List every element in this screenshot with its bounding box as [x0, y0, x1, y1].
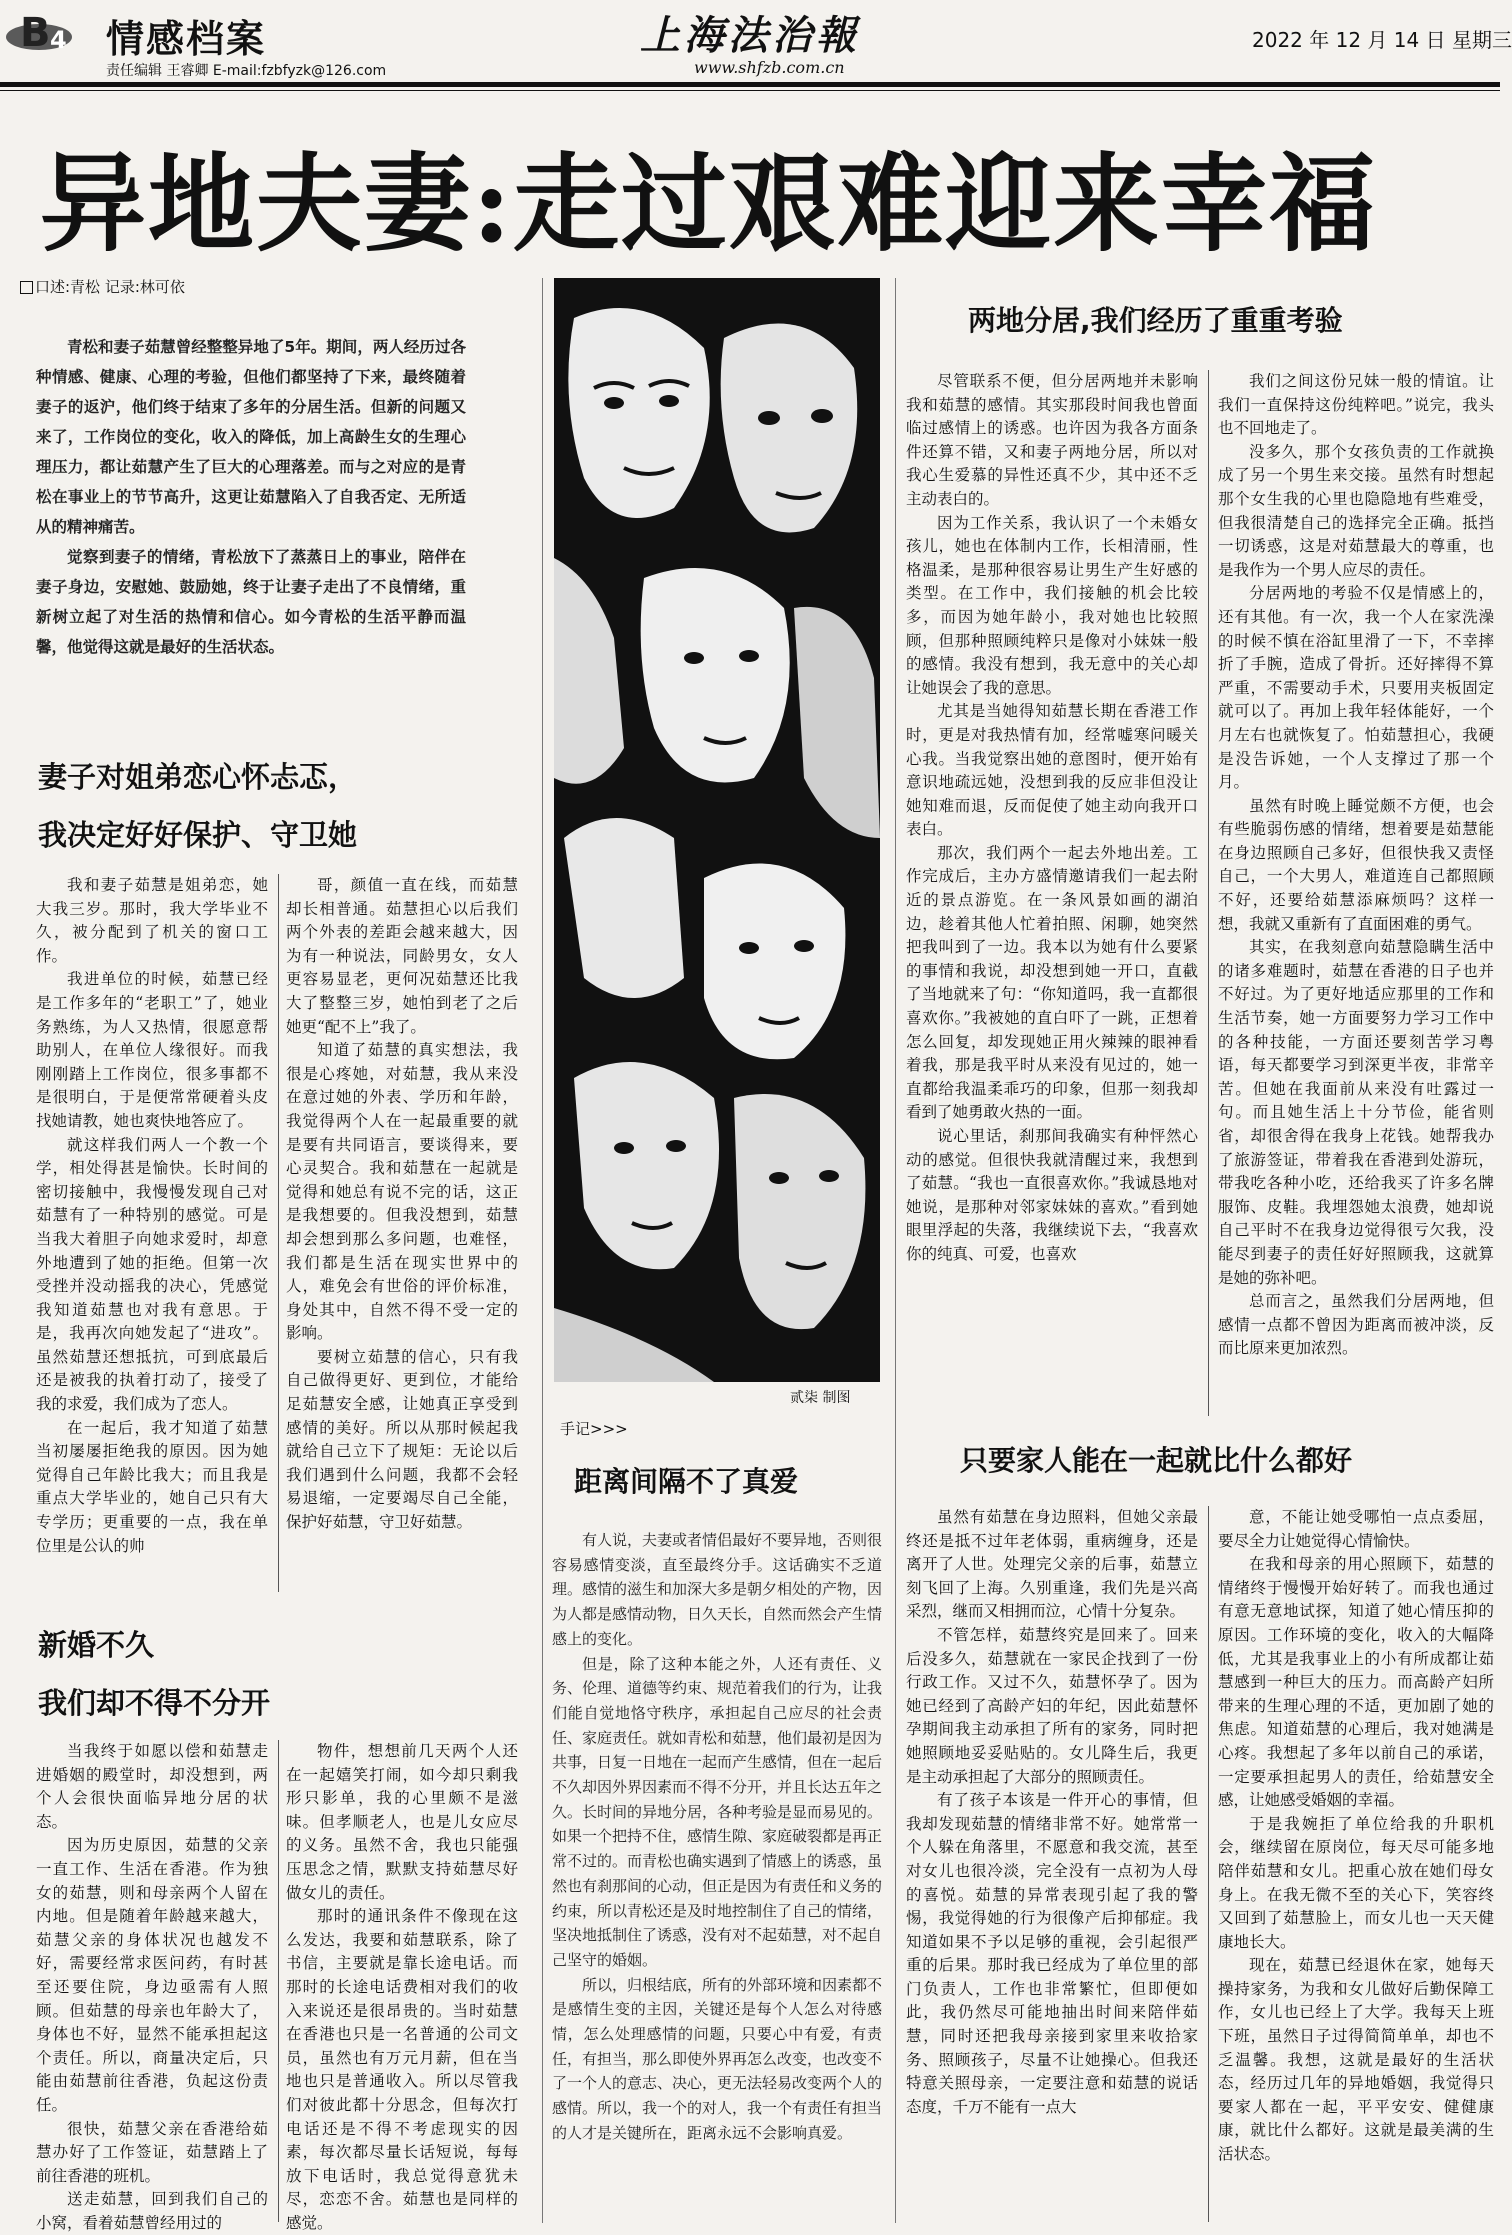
section4-title: 只要家人能在一起就比什么都好: [960, 1444, 1353, 1477]
paragraph: 因为历史原因，茹慧的父亲一直工作、生活在香港。作为独女的茹慧，则和母亲两个人留在内地。但是随着年龄越来越大，茹慧父亲的身体状况也越发不好，需要经常求医问药，有时甚至还要住院，身边亟需有人照顾。但茹慧的母亲也年龄大了，身体也不好，显然不能承担起这个责任。所以，商量决定后，只能由茹慧前往香港，负起这份责任。: [36, 1836, 268, 2114]
paragraph: 意，不能让她受哪怕一点点委屈，要尽全力让她觉得心情愉快。: [1218, 1508, 1494, 1550]
column-divider: [1208, 370, 1209, 1416]
section2-column-b: [286, 1740, 518, 2232]
paragraph: 那时的通讯条件不像现在这么发达，我要和茹慧联系，除了书信，主要就是靠长途电话。而那时的长途电话费相对我们的收入来说还是很昂贵的。当时茹慧在香港也只是一名普通的公司文员，虽然也有万元月薪，但在当地也只是普通收入。所以尽管我们对彼此都十分思念，但每次打电话还是不得不考虑现实的因素，每次都尽量长话短说，每每放下电话时，我总觉得意犹未尽，恋恋不舍。茹慧也是同样的感觉。: [286, 1907, 518, 2232]
notes-label: 手记>>>: [560, 1420, 628, 1438]
column-divider: [278, 1740, 279, 2222]
article-intro: [36, 332, 466, 662]
paragraph: 但是，除了这种本能之外，人还有责任、义务、伦理、道德等约束、规范着我们的行为，让我们能自觉地恪守秩序，承担起自己应尽的社会责任、家庭责任。就如青松和茹慧，他们最初是因为共事，日复一日地在一起而产生感情，但在一起后不久却因外界因素而不得不分开，并且长达五年之久。长时间的异地分居，各种考验是显而易见的。如果一个把持不住，感情生隙、家庭破裂都是再正常不过的。而青松也确实遇到了情感上的诱惑，虽然也有刹那间的心动，但正是因为有责任和义务的约束，所以青松还是及时地控制住了自己的情绪，坚决地抵制住了诱惑，没有对不起茹慧，对不起自己坚守的婚姻。: [552, 1654, 883, 1969]
column-divider: [278, 874, 279, 1592]
paragraph: 就这样我们两人一个教一个学，相处得甚是愉快。长时间的密切接触中，我慢慢发现自己对茹慧有了一种特别的感觉。可是当我大着胆子向她求爱时，却意外地遭到了她的拒绝。但第一次受挫并没动摇我的决心，凭感觉我知道茹慧也对我有意思。于是，我再次向她发起了“进攻”。虽然茹慧还想抵抗，可到底最后还是被我的执着打动了，接受了我的求爱，我们成为了恋人。: [36, 1135, 268, 1414]
page-divider: [895, 278, 896, 2223]
section3-title: 两地分居,我们经历了重重考验: [968, 304, 1343, 337]
section2-title-line2: 我们却不得不分开: [38, 1686, 271, 1720]
paragraph: 所以，归根结底，所有的外部环境和因素都不是感情生变的主因，关键还是每个人怎么对待感情，怎么处理感情的问题，只要心中有爱，有责任，有担当，那么即使外界再怎么改变，也改变不了一个人的意志、决心，更无法轻易改变两个人的感情。所以，我一个的对人，我一个有责任有担当的人才是关键所在，距离永远不会影响真爱。: [552, 1975, 883, 2142]
paragraph: 于是我婉拒了单位给我的升职机会，继续留在原岗位，每天尽可能多地陪伴茹慧和女儿。把重心放在她们母女身上。在我无微不至的关心下，笑容终又回到了茹慧脸上，而女儿也一天天健康地长大。: [1218, 1814, 1494, 1951]
illustration-caption: 贰柒 制图: [790, 1390, 851, 1406]
section1-column-a: [36, 874, 268, 1592]
paragraph: 尤其是当她得知茹慧长期在香港工作时，更是对我热情有加，经常嘘寒问暖关心我。当我觉察出她的意图时，便开始有意识地疏远她，没想到我的反应非但没让她知难而退，反而促使了她主动向我开口表白。: [906, 702, 1198, 839]
byline: [20, 276, 185, 297]
paragraph: 在一起后，我才知道了茹慧当初屡屡拒绝我的原因。因为她觉得自己年龄比我大；而且我是重点大学毕业的，她自己只有大专学历；更重要的一点，我在单位里是公认的帅: [36, 1418, 268, 1555]
column-divider: [1208, 1506, 1209, 2222]
article-headline: 异地夫妻:走过艰难迎来幸福: [40, 141, 1378, 266]
paragraph: 虽然有时晚上睡觉颇不方便，也会有些脆弱伤感的情绪，想着要是茹慧能在身边照顾自己多好，但很快我又责怪自己，一个大男人，难道连自己都照顾不好，还要给茹慧添麻烦吗？这样一想，我就又重新有了直面困难的勇气。: [1218, 796, 1494, 933]
paragraph: 哥，颜值一直在线，而茹慧却长相普通。茹慧担心以后我们两个外表的差距会越来越大，因为有一种说法，同龄男女，女人更容易显老，更何况茹慧还比我大了整整三岁，她怕到老了之后她更“配不上”我了。: [286, 876, 518, 1036]
paragraph: 当我终于如愿以偿和茹慧走进婚姻的殿堂时，却没想到，两个人会很快面临异地分居的状态。: [36, 1742, 268, 1831]
intro-paragraph: 觉察到妻子的情绪，青松放下了蒸蒸日上的事业，陪伴在妻子身边，安慰她、鼓励她，终于让妻子走出了不良情绪，重新树立起了对生活的热情和信心。如今青松的生活平静而温馨，他觉得这就是最好的生活状态。: [36, 548, 466, 656]
paragraph: 我们之间这份兄妹一般的情谊。让我们一直保持这份纯粹吧。”说完，我头也不回地走了。: [1218, 372, 1494, 438]
paragraph: 那次，我们两个一起去外地出差。工作完成后，主办方盛情邀请我们一起去附近的景点游览。在一条风景如画的湖泊边，趁着其他人忙着拍照、闲聊，她突然把我叫到了一边。我本以为她有什么要紧的事情和我说，却没想到她一开口，直截了当地就来了句：“你知道吗，我一直都很喜欢你。”我被她的直白吓了一跳，正想着怎么回复，却发现她正用火辣辣的眼神看着我，那是我平时从来没有见过的，她一直都给我温柔乖巧的印象，但那一刻我却看到了她勇敢火热的一面。: [906, 843, 1198, 1122]
byline-box: [20, 281, 33, 294]
paragraph: 现在，茹慧已经退休在家，她每天操持家务，为我和女儿做好后勤保障工作，女儿也已经上了大学。我每天上班下班，虽然日子过得简简单单，却也不乏温馨。我想，这就是最好的生活状态，经历过几年的异地婚姻，我觉得只要家人都在一起，平平安安、健健康康，就比什么都好。这就是最美满的生活状态。: [1218, 1956, 1494, 2164]
paragraph: 因为工作关系，我认识了一个未婚女孩儿，她也在体制内工作，长相清丽，性格温柔，是那种很容易让男生产生好感的类型。在工作中，我们接触的机会比较多，而因为她年龄小，我对她也比较照顾，但那种照顾纯粹只是像对小妹妹一般的感情。我没有想到，我无意中的关心却让她误会了我的意思。: [906, 513, 1198, 697]
notes-title: 距离间隔不了真爱: [574, 1465, 799, 1498]
paragraph: 很快，茹慧父亲在香港给茹慧办好了工作签证，茹慧踏上了前往香港的班机。: [36, 2119, 268, 2185]
paragraph: 没多久，那个女孩负责的工作就换成了另一个男生来交接。虽然有时想起那个女生我的心里也隐隐地有些难受，但我很清楚自己的选择完全正确。抵挡一切诱惑，这是对茹慧最大的尊重，也是我作为一个男人应尽的责任。: [1218, 442, 1494, 579]
paragraph: 分居两地的考验不仅是情感上的，还有其他。有一次，我一个人在家洗澡的时候不慎在浴缸里滑了一下，不幸摔折了手腕，造成了骨折。还好摔得不算严重，不需要动手术，只要用夹板固定就可以了。再加上我年轻体能好，一个月左右也就恢复了。怕茹慧担心，我硬是没告诉她，一个人支撑过了那一个月。: [1218, 584, 1494, 792]
section1-column-b: [286, 874, 518, 1592]
paragraph: 说心里话，刹那间我确实有种怦然心动的感觉。但很快我就清醒过来，我想到了茹慧。“我也一直很喜欢你。”我诚恳地对她说，是那种对邻家妹妹的喜欢。”看到她眼里浮起的失落，我继续说下去，“我喜欢你的纯真、可爱，也喜欢: [906, 1127, 1198, 1263]
paragraph: 其实，在我刻意向茹慧隐瞒生活中的诸多难题时，茹慧在香港的日子也并不好过。为了更好地适应那里的工作和生活节奏，她一方面要努力学习工作中的各种技能，一方面还要刻苦学习粤语，每天都要学习到深更半夜，非常辛苦。但她在我面前从来没有吐露过一句。而且她生活上十分节俭，能省则省，却很舍得在我身上花钱。她帮我办了旅游签证，带着我在香港到处游玩，带我吃各种小吃，还给我买了许多名牌服饰、皮鞋。我埋怨她太浪费，她却说自己平时不在我身边觉得很亏欠我，没能尽到妻子的责任好好照顾我，这就算是她的弥补吧。: [1218, 938, 1494, 1287]
page-number-badge: [6, 10, 76, 56]
page-divider: [542, 278, 543, 2223]
paragraph: 有了孩子本该是一件开心的事情，但我却发现茹慧的情绪非常不好。她常常一个人躲在角落里，不愿意和我交流，甚至对女儿也很冷淡，完全没有一点初为人母的喜悦。茹慧的异常表现引起了我的警惕，我觉得她的行为很像产后抑郁症。我知道如果不予以足够的重视，会引起很严重的后果。那时我已经成为了单位里的部门负责人，工作也非常繁忙，但即便如此，我仍然尽可能地抽出时间来陪伴茹慧，同时还把我母亲接到家里来收拾家务、照顾孩子，尽量不让她操心。但我还特意关照母亲，一定要注意和茹慧的说话态度，千万不能有一点大: [906, 1791, 1198, 2116]
paragraph: 虽然有茹慧在身边照料，但她父亲最终还是抵不过年老体弱，重病缠身，还是离开了人世。处理完父亲的后事，茹慧立刻飞回了上海。久别重逢，我们先是兴高采烈，继而又相拥而泣，心情十分复杂。: [906, 1508, 1198, 1621]
section1-title-line1: 妻子对姐弟恋心怀忐忑，: [38, 760, 358, 794]
section2-column-a: [36, 1740, 268, 2232]
notes-body: [552, 1528, 882, 2224]
paragraph: 不管怎样，茹慧终究是回来了。回来后没多久，茹慧就在一家民企找到了一份行政工作。又过不久，茹慧怀孕了。因为她已经到了高龄产妇的年纪，因此茹慧怀孕期间我主动承担了所有的家务，同时把她照顾地妥妥贴贴的。女儿降生后，我更是主动承担起了大部分的照顾责任。: [906, 1625, 1198, 1786]
paragraph: 送走茹慧，回到我们自己的小窝，看着茹慧曾经用过的: [36, 2190, 268, 2232]
issue-date: 2022 年 12 月 14 日 星期三: [1252, 28, 1512, 52]
section3-column-b: [1218, 370, 1494, 1416]
newspaper-masthead: 上海法治報: [640, 12, 860, 59]
editor-line: 责任编辑 王睿卿 E-mail:fzbfyzk@126.com: [106, 63, 387, 79]
section4-column-a: [906, 1506, 1198, 2222]
paragraph: 物件，想想前几天两个人还在一起嬉笑打闹，如今却只剩我形只影单，我的心里颇不是滋味。但孝顺老人，也是儿女应尽的义务。虽然不舍，我也只能强压思念之情，默默支持茹慧尽好做女儿的责任。: [286, 1742, 518, 1902]
paragraph: 我进单位的时候，茹慧已经是工作多年的“老职工”了，她业务熟练，为人又热情，很愿意帮助别人，在单位人缘很好。而我刚刚踏上工作岗位，很多事都不是很明白，于是便常常硬着头皮找她请教，她也爽快地答应了。: [36, 970, 268, 1130]
section1-title-line2: 我决定好好保护、守卫她: [38, 818, 358, 852]
faces-artwork: [554, 278, 880, 1382]
intro-paragraph: 青松和妻子茹慧曾经整整异地了5年。期间，两人经历过各种情感、健康、心理的考验，但他们都坚持了下来，最终随着妻子的返沪，他们终于结束了多年的分居生活。但新的问题又来了，工作岗位的变化，收入的降低，加上高龄生女的生理心理压力，都让茹慧产生了巨大的心理落差。而与之对应的是青松在事业上的节节高升，这更让茹慧陷入了自我否定、无所适从的精神痛苦。: [36, 338, 466, 536]
paragraph: 在我和母亲的用心照顾下，茹慧的情绪终于慢慢开始好转了。而我也通过有意无意地试探，知道了她心情压抑的原因。工作环境的变化，收入的大幅降低，尤其是我事业上的小有所成都让茹慧感到一种巨大的压力。而高龄产妇所带来的生理心理的不适，更加剧了她的焦虑。知道茹慧的心理后，我对她满是心疼。我想起了多年以前自己的承诺，一定要承担起男人的责任，给茹慧安全感，让她感受婚姻的幸福。: [1218, 1555, 1494, 1810]
paragraph: 总而言之，虽然我们分居两地，但感情一点都不曾因为距离而被冲淡，反而比原来更加浓烈。: [1218, 1292, 1494, 1358]
section2-title-line1: 新婚不久: [38, 1628, 155, 1662]
byline-text: 口述:青松 记录:林可依: [35, 278, 185, 296]
paragraph: 尽管联系不便，但分居两地并未影响我和茹慧的感情。其实那段时间我也曾面临过感情上的诱惑。也许因为我各方面条件还算不错，又和妻子两地分居，所以对我心生爱慕的异性还真不少，其中还不乏主动表白的。: [906, 372, 1198, 508]
paragraph: 知道了茹慧的真实想法，我很是心疼她，对茹慧，我从来没在意过她的外表、学历和年龄，我觉得两个人在一起最重要的就是要有共同语言，要谈得来，要心灵契合。我和茹慧在一起就是觉得和她总有说不完的话，这正是我想要的。但我没想到，茹慧却会想到那么多问题，也难怪，我们都是生活在现实世界中的人，难免会有世俗的评价标准，身处其中，自然不得不受一定的影响。: [286, 1041, 518, 1343]
header-rule: [0, 82, 1500, 87]
website-url: www.shfzb.com.cn: [694, 58, 845, 77]
paragraph: 我和妻子茹慧是姐弟恋，她大我三岁。那时，我大学毕业不久，被分配到了机关的窗口工作。: [36, 876, 268, 965]
paragraph: 要树立茹慧的信心，只有我自己做得更好、更到位，才能给足茹慧安全感，让她真正享受到感情的美好。所以从那时候起我就给自己立下了规矩：无论以后我们遇到什么问题，我都不会轻易退缩，一定要竭尽自己全能，保护好茹慧，守卫好茹慧。: [286, 1347, 518, 1532]
section4-column-b: [1218, 1506, 1494, 2222]
section3-column-a: [906, 370, 1198, 1416]
page-num: 4: [50, 26, 67, 54]
section-name: 情感档案: [106, 17, 267, 61]
paragraph: 有人说，夫妻或者情侣最好不要异地，否则很容易感情变淡，直至最终分手。这话确实不乏道理。感情的滋生和加深大多是朝夕相处的产物，因为人都是感情动物，日久天长，自然而然会产生情感上的变化。: [552, 1531, 883, 1648]
header-rule-thin: [0, 90, 1500, 91]
page-letter: B: [20, 10, 51, 56]
article-illustration: [554, 278, 880, 1382]
